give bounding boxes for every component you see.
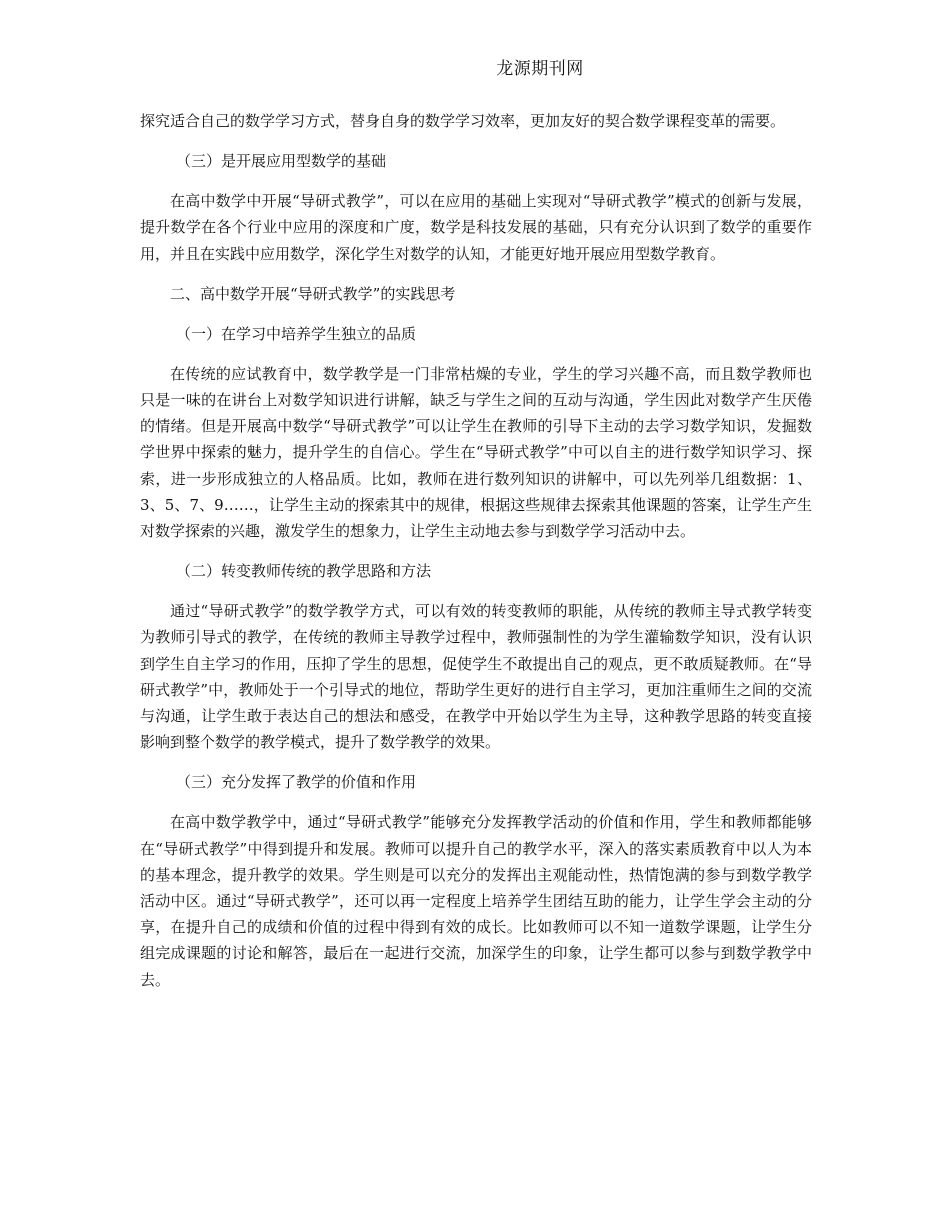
section-heading-practice: 二、高中数学开展“导研式教学”的实践思考 [170, 284, 456, 303]
article-body [140, 108, 812, 1007]
subheading-teaching-methods: （二）转变教师传统的教学思路和方法 [176, 562, 432, 581]
subheading-independence: （一）在学习中培养学生独立的品质 [176, 324, 417, 343]
paragraph-teaching-methods: 通过“导研式教学”的数学教学方式，可以有效的转变教师的职能，从传统的教师主导式教学转变为教师引导式的教学，在传统的教师主导教学过程中，教师强制性的为学生灌输数学知识，没有认识到学生自主学习的作用，压抑了学生的思想，促使学生不敢提出自己的观点，更不敢质疑教师。在“导研式教学”中，教师处于一个引导式的地位，帮助学生更好的进行自主学习，更加注重师生之间的交流与沟通，让学生敢于表达自己的想法和感受，在教学中开始以学生为主导，这种教学思路的转变直接影响到整个数学的教学模式，提升了数学教学的效果。 [140, 602, 812, 752]
subheading-teaching-value: （三）充分发挥了教学的价值和作用 [176, 773, 417, 792]
paragraph-continuation: 探究适合自己的数学学习方式，替身自身的数学学习效率，更加友好的契合数学课程变革的需要。 [140, 112, 786, 130]
paragraph-applied-math: 在高中数学中开展“导研式教学”，可以在应用的基础上实现对“导研式教学”模式的创新与发展，提升数学在各个行业中应用的深度和广度，数学是科技发展的基础，只有充分认识到了数学的重要作用，并且在实践中应用数学，深化学生对数学的认知，才能更好地开展应用型数学教育。 [140, 192, 812, 263]
paragraph-independence: 在传统的应试教育中，数学教学是一门非常枯燥的专业，学生的学习兴趣不高，而且数学教师也只是一味的在讲台上对数学知识进行讲解，缺乏与学生之间的互动与沟通，学生因此对数学产生厌倦的情绪。但是开展高中数学“导研式教学”可以让学生在教师的引导下主动的去学习数学知识，发掘数学世界中探索的魅力，提升学生的自信心。学生在“导研式教学”中可以自主的进行数学知识学习、探索，进一步形成独立的人格品质。比如，教师在进行数列知识的讲解中，可以先列举几组数据：1、3、5、7、9……，让学生主动的探索其中的规律，根据这些规律去探索其他课题的答案，让学生产生对数学探索的兴趣，激发学生的想象力，让学生主动地去参与到数学学习活动中去。 [140, 364, 812, 541]
subheading-applied-math-basis: （三）是开展应用型数学的基础 [176, 152, 387, 171]
site-name: 龙源期刊网 [496, 59, 584, 79]
paragraph-teaching-value: 在高中数学教学中，通过“导研式教学”能够充分发挥教学活动的价值和作用，学生和教师都能够在“导研式教学”中得到提升和发展。教师可以提升自己的教学水平，深入的落实素质教育中以人为本的基本理念，提升教学的效果。学生则是可以充分的发挥出主观能动性，热情饱满的参与到数学教学活动中区。通过“导研式教学”，还可以再一定程度上培养学生团结互助的能力，让学生学会主动的分享，在提升自己的成绩和价值的过程中得到有效的成长。比如教师可以不知一道数学课题，让学生分组完成课题的讨论和解答，最后在一起进行交流，加深学生的印象，让学生都可以参与到数学教学中去。 [140, 813, 812, 989]
site-header [0, 54, 950, 79]
